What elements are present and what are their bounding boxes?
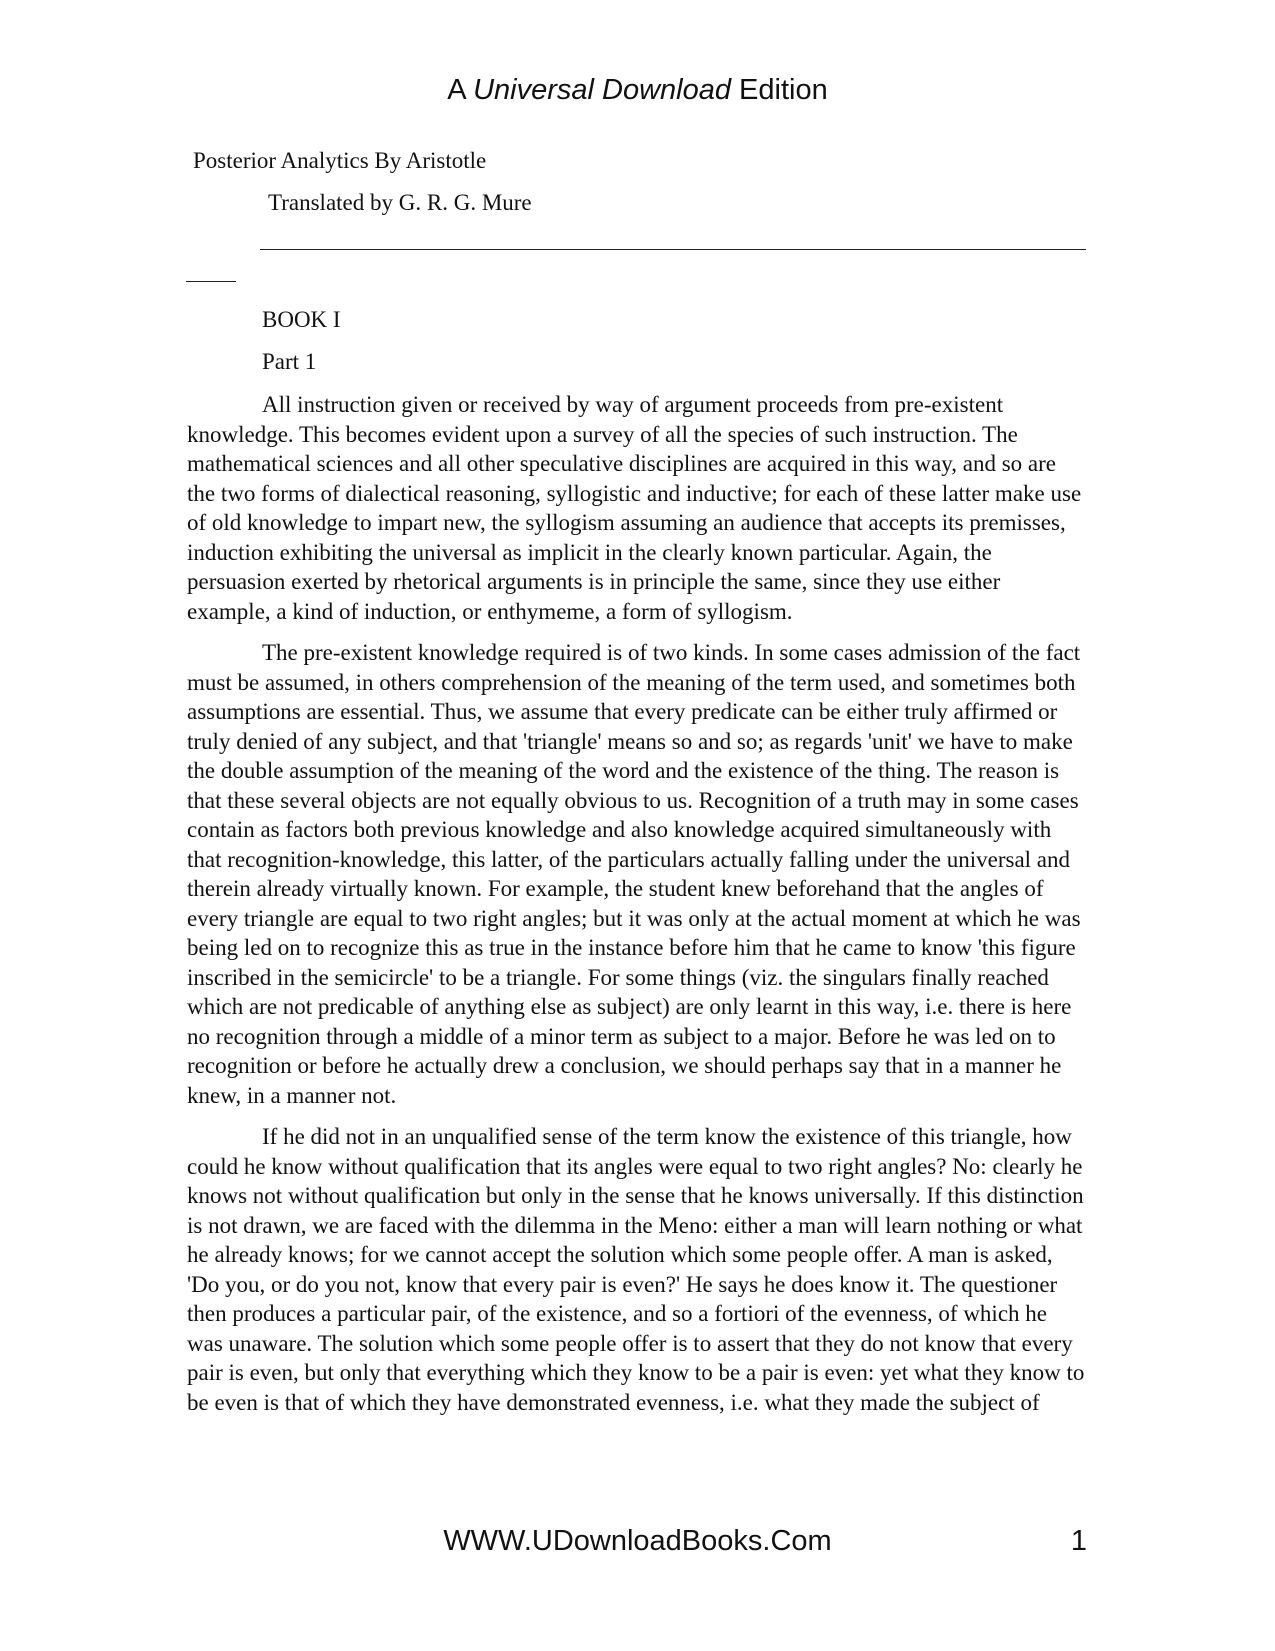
header-italic: Universal Download [473,74,731,106]
body-text [187,390,1087,1429]
edition-header [0,70,1275,110]
separator-rule-short [186,281,236,282]
paragraph-3: If he did not in an unqualified sense of the term know the existence of this triangle, how could he know without qualification that its angles were equal to two right angles? No: clearly he knows not without qualification but only in the sense that he knows universally. If this distinction is not drawn, we are faced with the dilemma in the Meno: either a man will learn nothing or what he already knows; for we cannot accept the solution which some people offer. A man is asked, 'Do you, or do you not, know that every pair is even?' He says he does know it. The questioner then produces a particular pair, of the existence, and so a fortiori of the evenness, of which he was unaware. The solution which some people offer is to assert that they do not know that every pair is even, but only that everything which they know to be a pair is even: yet what they know to be even is that of which they have demonstrated evenness, i.e. what they made the subject of [187,1124,1085,1415]
part-heading: Part 1 [262,349,317,374]
document-title: Posterior Analytics By Aristotle [193,148,487,173]
header-suffix: Edition [730,74,828,106]
book-heading: BOOK I [262,307,341,332]
paragraph-2: The pre-existent knowledge required is of two kinds. In some cases admission of the fact must be assumed, in others comprehension of the meaning of the term used, and sometimes both assumptions are essential. Thus, we assume that every predicate can be either truly affirmed or truly denied of any subject, and that 'triangle' means so and so; as regards 'unit' we have to make the double assumption of the meaning of the word and the existence of the thing. The reason is that these several objects are not equally obvious to us. Recognition of a truth may in some cases contain as factors both previous knowledge and also knowledge acquired simultaneously with that recognition-knowledge, this latter, of the particulars actually falling under the universal and therein already virtually known. For example, the student knew beforehand that the angles of every triangle are equal to two right angles; but it was only at the actual moment at which he was being led on to recognize this as true in the instance before him that he came to know 'this figure inscribed in the semicircle' to be a triangle. For some things (viz. the singulars finally reached which are not predicable of anything else as subject) are only learnt in this way, i.e. there is here no recognition through a middle of a minor term as subject to a major. Before he was led on to recognition or before he actually drew a conclusion, we should perhaps say that in a manner he knew, in a manner not. [187,640,1081,1108]
separator-rule-long [260,249,1086,250]
translator-line: Translated by G. R. G. Mure [268,190,532,215]
footer-website: WWW.UDownloadBooks.Com [443,1525,832,1557]
header-prefix: A [447,74,474,106]
page-number: 1 [1070,1525,1087,1557]
paragraph-1: All instruction given or received by way of argument proceeds from pre-existent knowledge. This becomes evident upon a survey of all the species of such instruction. The mathematical sciences and all other speculative disciplines are acquired in this way, and so are the two forms of dialectical reasoning, syllogistic and inductive; for each of these latter make use of old knowledge to impart new, the syllogism assuming an audience that accepts its premisses, induction exhibiting the universal as implicit in the clearly known particular. Again, the persuasion exerted by rhetorical arguments is in principle the same, since they use either example, a kind of induction, or enthymeme, a form of syllogism. [187,392,1082,624]
